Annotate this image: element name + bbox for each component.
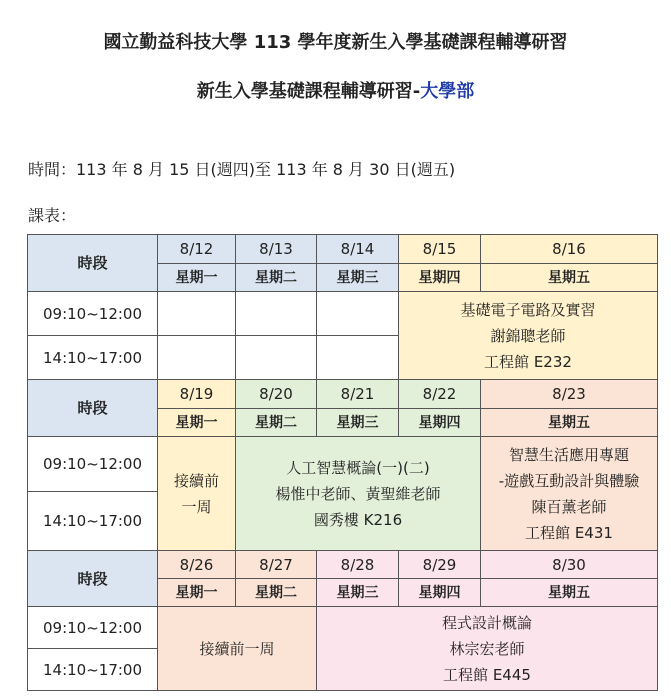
page-subtitle xyxy=(0,77,671,103)
continue-text: 接續前 xyxy=(173,471,219,490)
timeslot-morning: 09:10~12:00 xyxy=(28,437,158,492)
course-name: 程式設計概論 xyxy=(441,613,532,632)
page-title: 國立勤益科技大學 113 學年度新生入學基礎課程輔導研習 xyxy=(103,32,568,53)
course-subtitle: -遊戲互動設計與體驗 xyxy=(498,471,640,490)
date-cell: 8/21 xyxy=(317,380,399,409)
date-cell: 8/22 xyxy=(399,380,481,409)
weekday-cell: 星期三 xyxy=(317,264,399,292)
date-cell: 8/29 xyxy=(399,551,481,579)
course-room: 工程館 E232 xyxy=(484,352,572,371)
course-cell-programming xyxy=(317,607,658,691)
date-cell: 8/14 xyxy=(317,235,399,264)
weekday-cell: 星期一 xyxy=(158,264,236,292)
course-cell-ai xyxy=(236,437,481,551)
continue-cell xyxy=(158,437,236,551)
empty-cell xyxy=(317,292,399,336)
empty-cell xyxy=(236,292,317,336)
weekday-cell: 星期三 xyxy=(317,579,399,607)
continue-cell xyxy=(158,607,317,691)
course-cell-smart-life xyxy=(481,437,658,551)
schedule-label: 課表： xyxy=(28,206,77,225)
timeslot-morning: 09:10~12:00 xyxy=(28,607,158,649)
date-cell: 8/12 xyxy=(158,235,236,264)
course-name: 智慧生活應用專題 xyxy=(508,445,629,464)
empty-cell xyxy=(158,336,236,380)
date-cell: 8/16 xyxy=(481,235,658,264)
course-cell-electronics xyxy=(399,292,658,380)
subtitle-department: 大學部 xyxy=(420,81,475,102)
timeslot-afternoon: 14:10~17:00 xyxy=(28,492,158,551)
timeslot-header: 時段 xyxy=(28,551,158,607)
weekday-cell: 星期四 xyxy=(399,264,481,292)
weekday-cell: 星期五 xyxy=(481,264,658,292)
weekday-cell: 星期二 xyxy=(236,264,317,292)
week2-date-row xyxy=(28,380,658,409)
date-cell: 8/30 xyxy=(481,551,658,579)
timeslot-morning: 09:10~12:00 xyxy=(28,292,158,336)
weekday-cell: 星期四 xyxy=(399,579,481,607)
course-teacher: 謝錦聰老師 xyxy=(490,326,566,345)
timeslot-afternoon: 14:10~17:00 xyxy=(28,336,158,380)
empty-cell xyxy=(317,336,399,380)
weekday-cell: 星期三 xyxy=(317,409,399,437)
week1-date-row xyxy=(28,235,658,264)
week1-morning-row xyxy=(28,292,658,336)
date-cell: 8/26 xyxy=(158,551,236,579)
date-cell: 8/28 xyxy=(317,551,399,579)
week2-morning-row xyxy=(28,437,658,492)
course-room: 工程館 E431 xyxy=(525,523,613,542)
timeslot-header: 時段 xyxy=(28,235,158,292)
weekday-cell: 星期五 xyxy=(481,579,658,607)
date-cell: 8/13 xyxy=(236,235,317,264)
course-teacher: 楊惟中老師、黃聖維老師 xyxy=(275,484,441,503)
course-room: 國秀樓 K216 xyxy=(313,510,403,529)
empty-cell xyxy=(158,292,236,336)
weekday-cell: 星期五 xyxy=(481,409,658,437)
period-text: 時間：113 年 8 月 15 日(週四)至 113 年 8 月 30 日(週五) xyxy=(28,160,456,179)
week3-date-row xyxy=(28,551,658,579)
subtitle-text: 新生入學基礎課程輔導研習- xyxy=(196,81,421,102)
timeslot-header: 時段 xyxy=(28,380,158,437)
weekday-cell: 星期一 xyxy=(158,579,236,607)
course-teacher: 陳百薰老師 xyxy=(531,497,607,516)
date-cell: 8/27 xyxy=(236,551,317,579)
course-name: 基礎電子電路及實習 xyxy=(460,300,596,319)
course-teacher: 林宗宏老師 xyxy=(449,639,525,658)
date-cell: 8/20 xyxy=(236,380,317,409)
week3-morning-row xyxy=(28,607,658,649)
empty-cell xyxy=(236,336,317,380)
weekday-cell: 星期二 xyxy=(236,409,317,437)
date-cell: 8/23 xyxy=(481,380,658,409)
course-name: 人工智慧概論(一)(二) xyxy=(286,458,430,477)
timeslot-afternoon: 14:10~17:00 xyxy=(28,649,158,691)
continue-text: 接續前一周 xyxy=(199,639,275,658)
course-room: 工程館 E445 xyxy=(443,665,531,684)
weekday-cell: 星期一 xyxy=(158,409,236,437)
date-cell: 8/19 xyxy=(158,380,236,409)
continue-text: 一周 xyxy=(181,497,212,516)
weekday-cell: 星期二 xyxy=(236,579,317,607)
weekday-cell: 星期四 xyxy=(399,409,481,437)
date-cell: 8/15 xyxy=(399,235,481,264)
schedule-table xyxy=(27,234,658,691)
